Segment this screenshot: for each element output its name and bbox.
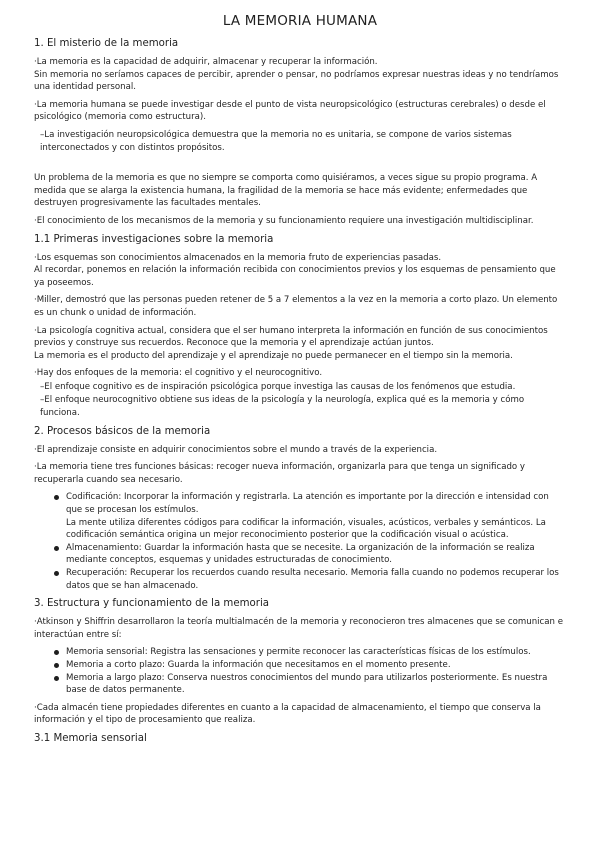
list-item: Recuperación: Recuperar los recuerdos cuando resulta necesario. Memoria falla cuando no podemos recuperar los datos que se han almacenado. — [34, 567, 566, 592]
list-item: Codificación: Incorporar la información y registrarla. La atención es importante por la dirección e intensidad con que se procesan los estímulos. La mente utiliza diferentes códigos para codificar la información, visuales, acústicos, verbales y semánticos. La codificación semántica origina un mejor reconocimiento posterior que la codificación visual o acústica. — [34, 491, 566, 541]
list-item: Memoria sensorial: Registra las sensaciones y permite reconocer las características físicas de los estímulos. — [34, 646, 566, 659]
paragraph: ·La memoria es la capacidad de adquirir, almacenar y recuperar la información. Sin memoria no seríamos capaces de percibir, aprender o pensar, no podríamos expresar nuestras ideas y no tendríamos una identidad personal. — [34, 57, 559, 93]
paragraph: ·Hay dos enfoques de la memoria: el cognitivo y el neurocognitivo. — [34, 368, 323, 379]
list-item: Memoria a largo plazo: Conserva nuestros conocimientos del mundo para utilizarlos posteriormente. Es nuestra base de datos permanente. — [34, 672, 566, 697]
spacer — [34, 159, 566, 172]
section-heading-3: 3. Estructura y funcionamiento de la memoria — [34, 598, 270, 610]
page-title: LA MEMORIA HUMANA — [222, 13, 378, 29]
paragraph: –El enfoque cognitivo es de inspiración psicológica porque investiga las causas de los fenómenos que estudia. — [40, 381, 516, 392]
section-heading-1: 1. El misterio de la memoria — [34, 38, 179, 49]
paragraph: Un problema de la memoria es que no siempre se comporta como quisiéramos, a veces sigue su propio programa. A medida que se alarga la existencia humana, la fragilidad de la memoria se hace más evidente; enfermedades que destruyen progresivamente las facultades mentales. — [34, 173, 538, 209]
paragraph: ·El conocimiento de los mecanismos de la memoria y su funcionamiento requiere una investigación multidisciplinar. — [34, 215, 534, 226]
paragraph: ·La memoria tiene tres funciones básicas: recoger nueva información, organizarla para que tenga un significado y recuperarla cuando sea necesario. — [34, 462, 525, 485]
list-item: Memoria a corto plazo: Guarda la información que necesitamos en el momento presente. — [34, 659, 566, 672]
paragraph: ·Cada almacén tiene propiedades diferentes en cuanto a la capacidad de almacenamiento, el tiempo que conserva la información y el tipo de procesamiento que realiza. — [34, 702, 541, 726]
paragraph: –El enfoque neurocognitivo obtiene sus ideas de la psicología y la neurología, explica qué es la memoria y cómo funciona. — [40, 395, 525, 419]
section-heading-2: 2. Procesos básicos de la memoria — [34, 425, 211, 437]
list-item: Almacenamiento: Guardar la información hasta que se necesite. La organización de la información se realiza mediante conceptos, esquemas y unidades estructuradas de conocimiento. — [34, 542, 566, 567]
section-heading-1-1: 1.1 Primeras investigaciones sobre la memoria — [34, 233, 274, 245]
paragraph: –La investigación neuropsicológica demuestra que la memoria no es unitaria, se compone de varios sistemas interconectados y con distintos propósitos. — [40, 129, 512, 153]
paragraph: ·La memoria humana se puede investigar desde el punto de vista neuropsicológico (estructuras cerebrales) o desde el psicológico (memoria como estructura). — [34, 99, 546, 123]
paragraph: ·Atkinson y Shiffrin desarrollaron la teoría multialmacén de la memoria y reconocieron tres almacenes que se comunican e interactúan entre sí: — [34, 617, 563, 640]
bullet-list — [34, 491, 566, 592]
paragraph: ·Los esquemas son conocimientos almacenados en la memoria fruto de experiencias pasadas. Al recordar, ponemos en relación la información recibida con conocimientos previos y los esquemas de pensamiento que ya poseemos. — [34, 252, 556, 288]
section-heading-3-1: 3.1 Memoria sensorial — [34, 732, 147, 744]
bullet-list — [34, 646, 566, 696]
paragraph: ·La psicología cognitiva actual, considera que el ser humano interpreta la información en función de sus conocimientos previos y construye sus recuerdos. Reconoce que la memoria y el aprendizaje actúan juntos. La memoria es el producto del aprendizaje y el aprendizaje no puede permanecer en el tiempo sin la memoria. — [34, 325, 548, 361]
paragraph: ·El aprendizaje consiste en adquirir conocimientos sobre el mundo a través de la experiencia. — [34, 444, 438, 455]
paragraph: ·Miller, demostró que las personas pueden retener de 5 a 7 elementos a la vez en la memoria a corto plazo. Un elemento es un chunk o unidad de información. — [34, 295, 558, 318]
